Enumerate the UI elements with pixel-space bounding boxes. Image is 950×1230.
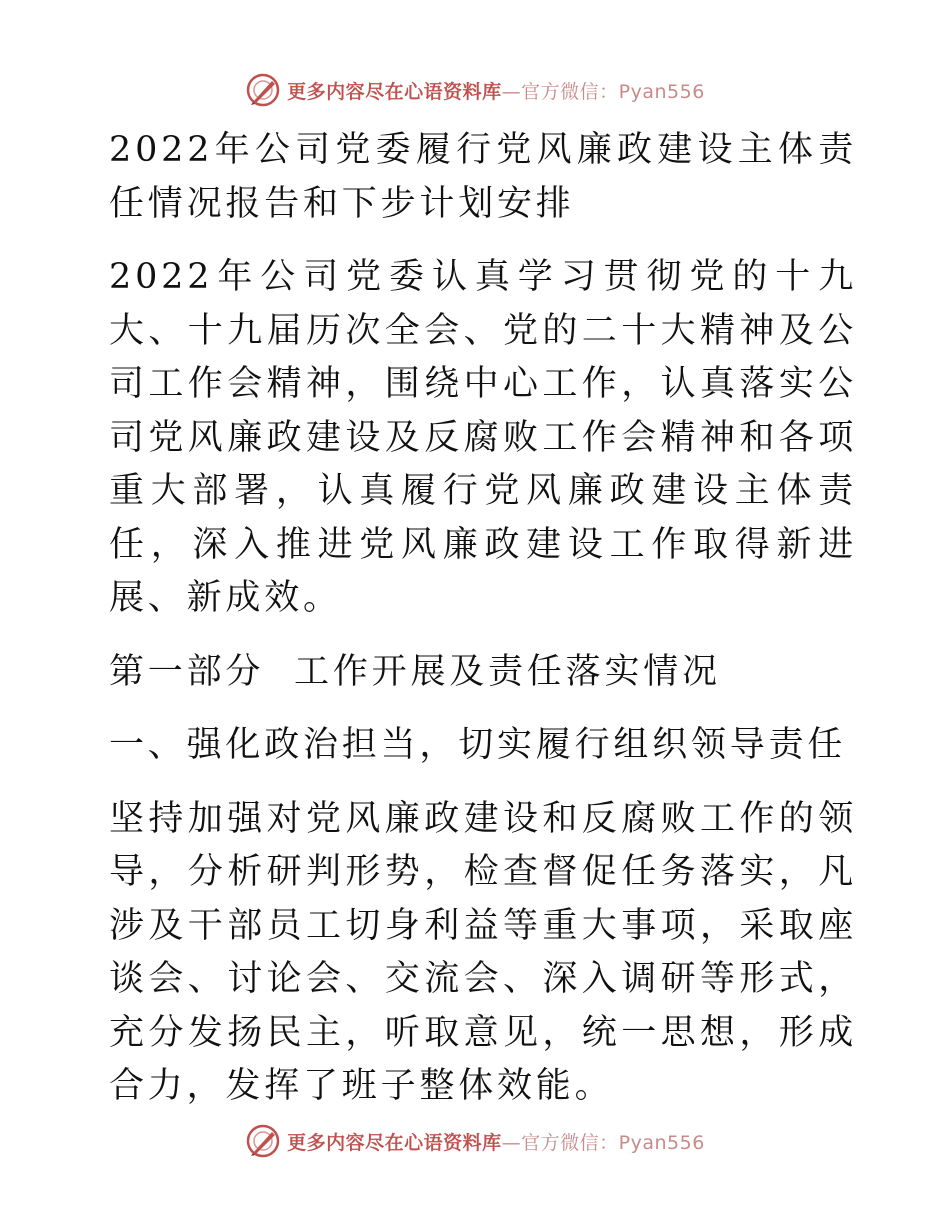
watermark-banner-top bbox=[0, 70, 950, 110]
intro-paragraph: 2022年公司党委认真学习贯彻党的十九大、十九届历次全会、党的二十大精神及公司工作会精神，围绕中心工作，认真落实公司党风廉政建设及反腐败工作会精神和各项重大部署，认真履行党风廉政建设主体责任，深入推进党风廉政建设工作取得新进展、新成效。 bbox=[109, 257, 857, 618]
part-heading: 第一部分 工作开展及责任落实情况 bbox=[109, 651, 721, 692]
section-heading: 一、强化政治担当，切实履行组织领导责任 bbox=[109, 725, 847, 765]
section-paragraph: 坚持加强对党风廉政建设和反腐败工作的领导，分析研判形势，检查督促任务落实，凡涉及干部员工切身利益等重大事项，采取座谈会、讨论会、交流会、深入调研等形式，充分发扬民主，听取意见，统一思想，形成合力，发挥了班子整体效能。 bbox=[109, 798, 857, 1106]
document-title: 2022年公司党委履行党风廉政建设主体责任情况报告和下步计划安排 bbox=[109, 130, 857, 224]
document-body bbox=[97, 124, 857, 1114]
watermark-contact: —官方微信：Pyan556 bbox=[501, 1131, 705, 1154]
pen-logo-icon bbox=[245, 72, 281, 108]
watermark-contact: —官方微信：Pyan556 bbox=[501, 80, 705, 103]
watermark-text bbox=[287, 77, 705, 104]
pen-logo-icon bbox=[245, 1123, 281, 1159]
watermark-brand: 更多内容尽在心语资料库 bbox=[287, 1131, 502, 1154]
watermark-banner-bottom bbox=[0, 1121, 950, 1161]
watermark-brand: 更多内容尽在心语资料库 bbox=[287, 80, 502, 103]
watermark-text bbox=[287, 1128, 705, 1155]
